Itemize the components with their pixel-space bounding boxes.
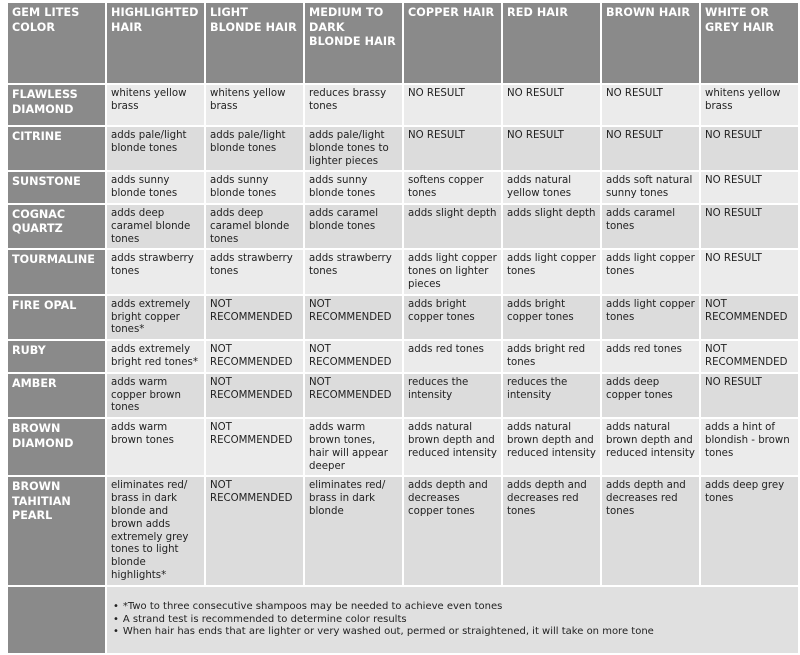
result-cell-highlighted-hair: whitens yellow brass <box>107 85 204 125</box>
table-row-flawless-diamond <box>8 85 798 125</box>
result-cell-copper-hair: NO RESULT <box>404 85 501 125</box>
result-cell-brown-hair: adds light copper tones <box>602 296 699 339</box>
result-cell-white-or-grey-hair: adds a hint of blondish - brown tones <box>701 419 798 475</box>
result-cell-medium-to-dark-blonde-hair: adds pale/light blonde tones to lighter pieces <box>305 127 402 170</box>
result-cell-copper-hair: adds depth and decreases copper tones <box>404 477 501 584</box>
result-cell-copper-hair: adds natural brown depth and reduced intensity <box>404 419 501 475</box>
gem-name: AMBER <box>8 374 105 417</box>
result-cell-light-blonde-hair: NOT RECOMMENDED <box>206 374 303 417</box>
column-header-highlighted-hair: HIGHLIGHTED HAIR <box>107 3 204 83</box>
result-cell-medium-to-dark-blonde-hair: adds strawberry tones <box>305 250 402 293</box>
result-cell-copper-hair: adds slight depth <box>404 205 501 248</box>
gem-name: BROWN DIAMOND <box>8 419 105 475</box>
result-cell-highlighted-hair: adds strawberry tones <box>107 250 204 293</box>
result-cell-copper-hair: reduces the intensity <box>404 374 501 417</box>
result-cell-copper-hair: softens copper tones <box>404 172 501 203</box>
gem-name: TOURMALINE <box>8 250 105 293</box>
result-cell-medium-to-dark-blonde-hair: eliminates red/ brass in dark blonde <box>305 477 402 584</box>
result-cell-medium-to-dark-blonde-hair: NOT RECOMMENDED <box>305 374 402 417</box>
gem-name: FLAWLESS DIAMOND <box>8 85 105 125</box>
header-row <box>8 3 798 83</box>
result-cell-highlighted-hair: eliminates red/ brass in dark blonde and brown adds extremely grey tones to light blonde highlights* <box>107 477 204 584</box>
table-row-amber <box>8 374 798 417</box>
gem-name: RUBY <box>8 341 105 372</box>
result-cell-white-or-grey-hair: adds deep grey tones <box>701 477 798 584</box>
result-cell-light-blonde-hair: adds sunny blonde tones <box>206 172 303 203</box>
note-item: • When hair has ends that are lighter or very washed out, permed or straightened, it will take on more tone <box>113 626 792 639</box>
result-cell-red-hair: adds depth and decreases red tones <box>503 477 600 584</box>
result-cell-brown-hair: adds soft natural sunny tones <box>602 172 699 203</box>
result-cell-red-hair: adds natural brown depth and reduced intensity <box>503 419 600 475</box>
column-header-medium-to-dark-blonde-hair: MEDIUM TO DARK BLONDE HAIR <box>305 3 402 83</box>
column-header-red-hair: RED HAIR <box>503 3 600 83</box>
gem-name: SUNSTONE <box>8 172 105 203</box>
result-cell-medium-to-dark-blonde-hair: NOT RECOMMENDED <box>305 296 402 339</box>
column-header-white-or-grey-hair: WHITE OR GREY HAIR <box>701 3 798 83</box>
result-cell-white-or-grey-hair: NOT RECOMMENDED <box>701 341 798 372</box>
notes-row <box>8 587 798 653</box>
table-row-sunstone <box>8 172 798 203</box>
table-row-citrine <box>8 127 798 170</box>
result-cell-copper-hair: NO RESULT <box>404 127 501 170</box>
result-cell-light-blonde-hair: NOT RECOMMENDED <box>206 296 303 339</box>
result-cell-brown-hair: adds natural brown depth and reduced intensity <box>602 419 699 475</box>
notes-panel <box>107 587 798 653</box>
result-cell-highlighted-hair: adds pale/light blonde tones <box>107 127 204 170</box>
result-cell-white-or-grey-hair: NO RESULT <box>701 127 798 170</box>
note-item: • A strand test is recommended to determine color results <box>113 614 792 627</box>
note-item: • *Two to three consecutive shampoos may be needed to achieve even tones <box>113 601 792 614</box>
column-header-light-blonde-hair: LIGHT BLONDE HAIR <box>206 3 303 83</box>
result-cell-red-hair: adds bright copper tones <box>503 296 600 339</box>
result-cell-white-or-grey-hair: NO RESULT <box>701 205 798 248</box>
gem-name: BROWN TAHITIAN PEARL <box>8 477 105 584</box>
result-cell-red-hair: NO RESULT <box>503 127 600 170</box>
result-cell-highlighted-hair: adds extremely bright copper tones* <box>107 296 204 339</box>
notes-list <box>113 601 792 639</box>
table-row-tourmaline <box>8 250 798 293</box>
table-row-brown-tahitian-pearl <box>8 477 798 584</box>
result-cell-highlighted-hair: adds sunny blonde tones <box>107 172 204 203</box>
result-cell-copper-hair: adds red tones <box>404 341 501 372</box>
result-cell-medium-to-dark-blonde-hair: adds caramel blonde tones <box>305 205 402 248</box>
gem-name: FIRE OPAL <box>8 296 105 339</box>
color-results-table <box>6 1 800 655</box>
result-cell-medium-to-dark-blonde-hair: adds sunny blonde tones <box>305 172 402 203</box>
result-cell-white-or-grey-hair: NO RESULT <box>701 374 798 417</box>
result-cell-light-blonde-hair: NOT RECOMMENDED <box>206 419 303 475</box>
result-cell-red-hair: NO RESULT <box>503 85 600 125</box>
result-cell-brown-hair: adds depth and decreases red tones <box>602 477 699 584</box>
result-cell-medium-to-dark-blonde-hair: reduces brassy tones <box>305 85 402 125</box>
result-cell-brown-hair: adds deep copper tones <box>602 374 699 417</box>
result-cell-light-blonde-hair: NOT RECOMMENDED <box>206 341 303 372</box>
notes-spacer <box>8 587 105 653</box>
table-row-cognac-quartz <box>8 205 798 248</box>
result-cell-medium-to-dark-blonde-hair: NOT RECOMMENDED <box>305 341 402 372</box>
result-cell-brown-hair: adds red tones <box>602 341 699 372</box>
result-cell-brown-hair: adds light copper tones <box>602 250 699 293</box>
table-row-brown-diamond <box>8 419 798 475</box>
result-cell-brown-hair: NO RESULT <box>602 85 699 125</box>
result-cell-light-blonde-hair: NOT RECOMMENDED <box>206 477 303 584</box>
result-cell-white-or-grey-hair: NOT RECOMMENDED <box>701 296 798 339</box>
result-cell-highlighted-hair: adds extremely bright red tones* <box>107 341 204 372</box>
result-cell-highlighted-hair: adds warm copper brown tones <box>107 374 204 417</box>
column-header-gem-lites-color: GEM LITES COLOR <box>8 3 105 83</box>
result-cell-red-hair: adds slight depth <box>503 205 600 248</box>
result-cell-light-blonde-hair: whitens yellow brass <box>206 85 303 125</box>
result-cell-brown-hair: NO RESULT <box>602 127 699 170</box>
result-cell-red-hair: adds light copper tones <box>503 250 600 293</box>
result-cell-highlighted-hair: adds warm brown tones <box>107 419 204 475</box>
result-cell-red-hair: adds natural yellow tones <box>503 172 600 203</box>
result-cell-white-or-grey-hair: NO RESULT <box>701 250 798 293</box>
result-cell-light-blonde-hair: adds strawberry tones <box>206 250 303 293</box>
result-cell-copper-hair: adds light copper tones on lighter pieces <box>404 250 501 293</box>
column-header-brown-hair: BROWN HAIR <box>602 3 699 83</box>
result-cell-white-or-grey-hair: NO RESULT <box>701 172 798 203</box>
result-cell-white-or-grey-hair: whitens yellow brass <box>701 85 798 125</box>
result-cell-copper-hair: adds bright copper tones <box>404 296 501 339</box>
result-cell-red-hair: reduces the intensity <box>503 374 600 417</box>
result-cell-highlighted-hair: adds deep caramel blonde tones <box>107 205 204 248</box>
result-cell-medium-to-dark-blonde-hair: adds warm brown tones, hair will appear deeper <box>305 419 402 475</box>
result-cell-light-blonde-hair: adds deep caramel blonde tones <box>206 205 303 248</box>
column-header-copper-hair: COPPER HAIR <box>404 3 501 83</box>
table-row-fire-opal <box>8 296 798 339</box>
gem-lites-color-chart <box>6 1 794 655</box>
gem-name: CITRINE <box>8 127 105 170</box>
result-cell-red-hair: adds bright red tones <box>503 341 600 372</box>
gem-name: COGNAC QUARTZ <box>8 205 105 248</box>
table-row-ruby <box>8 341 798 372</box>
result-cell-light-blonde-hair: adds pale/light blonde tones <box>206 127 303 170</box>
result-cell-brown-hair: adds caramel tones <box>602 205 699 248</box>
